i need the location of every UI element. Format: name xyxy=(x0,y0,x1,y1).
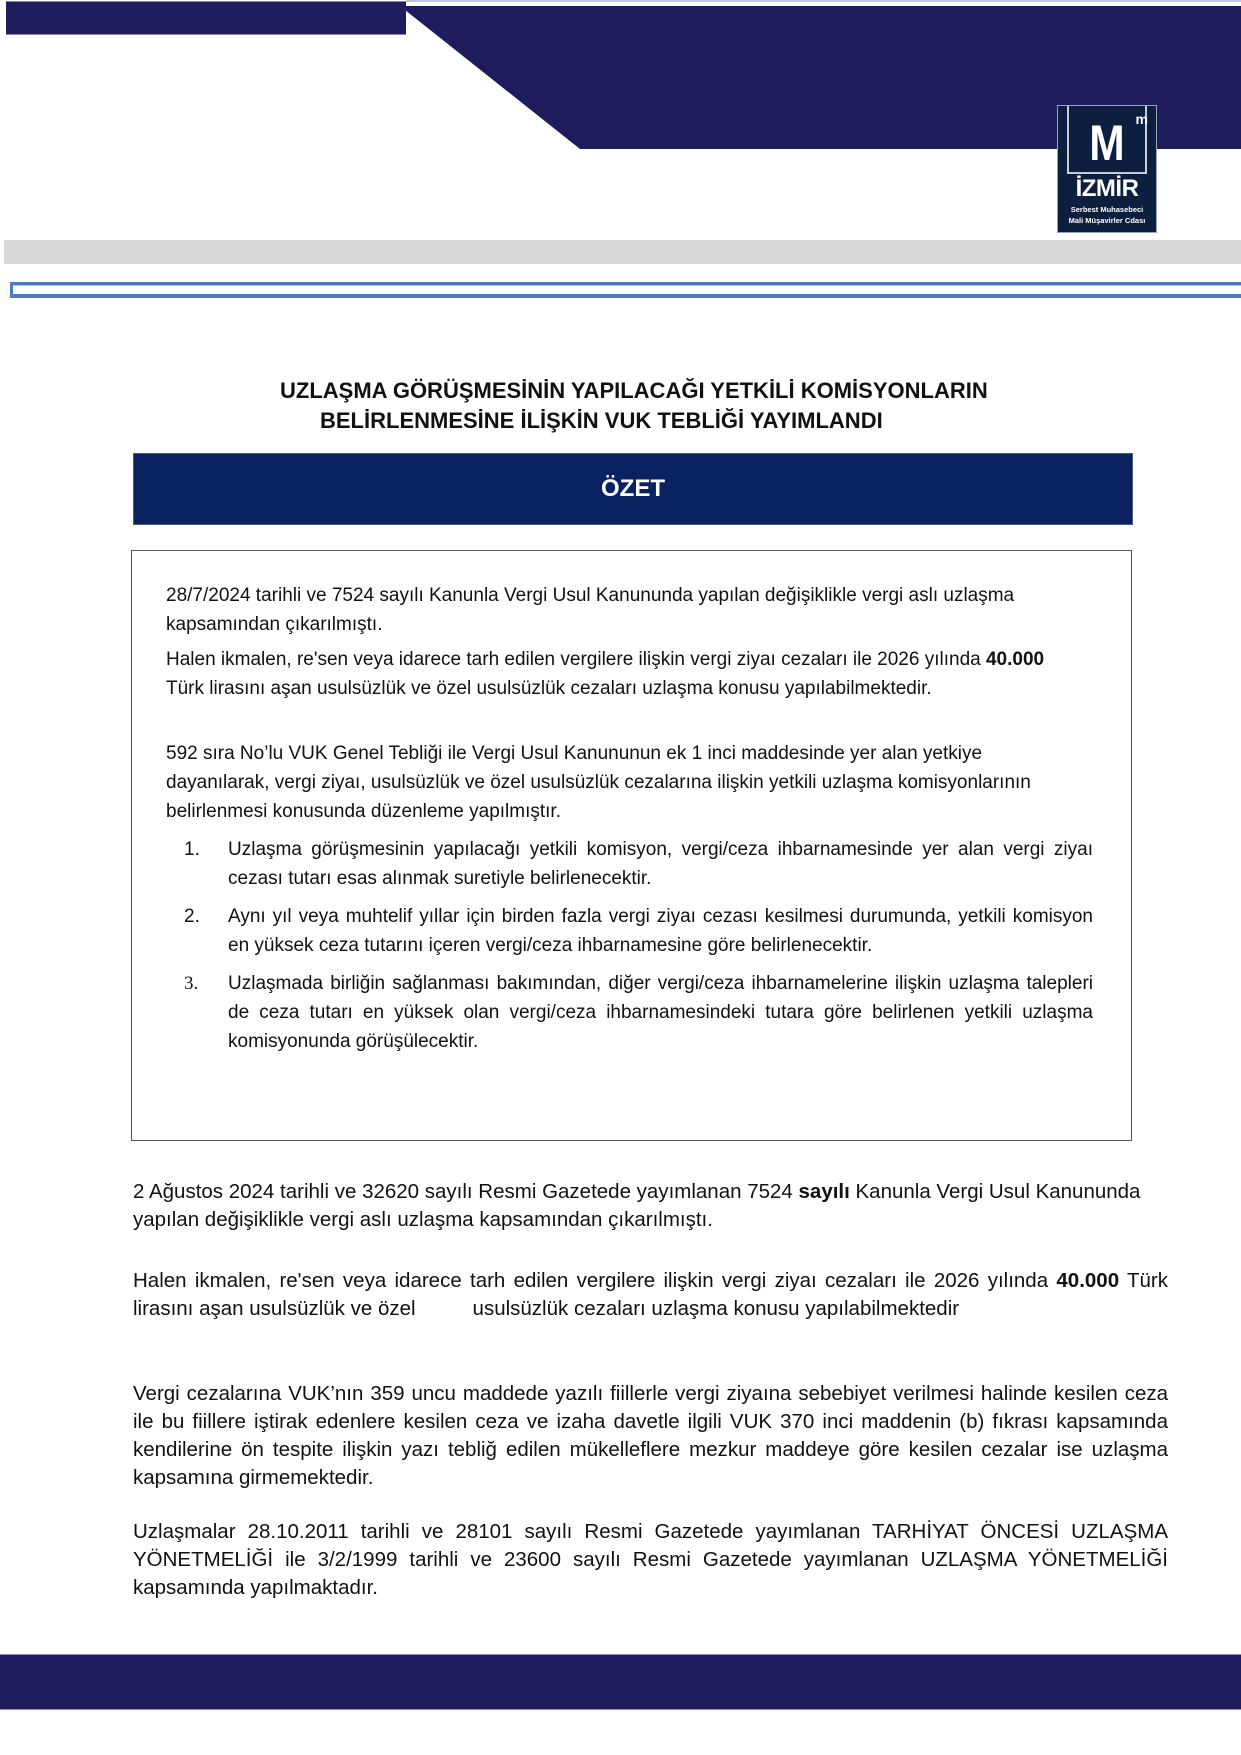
list-item: 3. Uzlaşmada birliğin sağlanması bakımından, diğer vergi/ceza ihbarnamelerine ilişkin uzlaşma talepleri de ceza tutarı en yüksek olan vergi/ceza ihbarnamesindeki tutara göre belirlenen yetkili uzlaşma komisyonunda görüşülecektir. xyxy=(184,969,1093,1056)
gray-divider-band xyxy=(4,240,1241,264)
body-paragraph-3: Vergi cezalarına VUK’nın 359 uncu maddede yazılı fiillerle vergi ziyaına sebebiyet verilmesi halinde kesilen ceza ile bu fiillere iştirak edenlere kesilen ceza ve izaha davetle ilgili VUK 370 inci maddenin (b) fıkrası kapsamında kendilerine ön tespite ilişkin yazı tebliğ edilen mükelleflere mezkur maddeye göre kesilen cezalar ise uzlaşma kapsamına girmemektedir. xyxy=(133,1382,1168,1489)
footer-band xyxy=(0,1654,1241,1710)
amount-highlight: 40.000 xyxy=(985,649,1045,670)
body-paragraph-4: Uzlaşmalar 28.10.2011 tarihli ve 28101 sayılı Resmi Gazetede yayımlanan TARHİYAT ÖNCESİ UZLAŞMA YÖNETMELİĞİ ile 3/2/1999 tarihli ve 23600 sayılı Resmi Gazetede yayımlanan UZLAŞMA YÖNETMELİĞİ kapsamında yapılmaktadır. xyxy=(133,1520,1168,1599)
logo-superscript: m xyxy=(1135,111,1148,127)
summary-box xyxy=(131,550,1132,1141)
document-title xyxy=(200,376,1080,436)
logo-letter: M xyxy=(1089,115,1125,171)
header-band-right xyxy=(0,0,1241,150)
list-number: 1. xyxy=(184,839,200,860)
izmir-smmmo-logo xyxy=(1057,105,1157,233)
body-paragraph-2: Halen ikmalen, re'sen veya idarece tarh edilen vergilere ilişkin vergi ziyaı cezaları ile 2026 yılında 40.000 Türk lirasını aşan usulsüzlük ve özel usulsüzlük cezaları uzlaşma konusu yapılabilmektedir xyxy=(133,1269,1174,1320)
summary-paragraph: 592 sıra No’lu VUK Genel Tebliği ile Vergi Usul Kanununun ek 1 inci maddesinde yer alan yetkiye dayanılarak, vergi ziyaı, usulsüzlük ve özel usulsüzlük cezalarına ilişkin yetkili uzlaşma komisyonlarının belirlenmesi konusunda düzenleme yapılmıştır. xyxy=(166,743,1031,822)
logo-subtitle-2: Mali Müşavirler Cdası xyxy=(1068,216,1146,225)
summary-heading-bar xyxy=(133,453,1133,525)
logo-subtitle-1: Serbest Muhasebeci xyxy=(1070,205,1144,214)
list-item: 1. Uzlaşma görüşmesinin yapılacağı yetkili komisyon, vergi/ceza ihbarnamesinde yer alan vergi ziyaı cezası tutarı esas alınmak suretiyle belirlenecektir. xyxy=(184,835,1093,893)
title-line-2: BELİRLENMESİNE İLİŞKİN VUK TEBLİĞİ YAYIMLANDI xyxy=(320,408,883,433)
title-line-1: UZLAŞMA GÖRÜŞMESİNİN YAPILACAĞI YETKİLİ KOMİSYONLARIN xyxy=(280,378,988,403)
summary-list xyxy=(184,835,1093,1056)
list-number: 3. xyxy=(184,973,199,994)
blue-double-rule xyxy=(10,282,1241,298)
logo-city: İZMİR xyxy=(1075,175,1139,202)
list-item: 2. Aynı yıl veya muhtelif yıllar için birden fazla vergi ziyaı cezası kesilmesi durumunda, yetkili komisyon en yüksek ceza tutarını içeren vergi/ceza ihbarnamesine göre belirlenecektir. xyxy=(184,902,1093,960)
summary-paragraph: Halen ikmalen, re'sen veya idarece tarh edilen vergilere ilişkin vergi ziyaı cezaları ile 2026 yılında 40.000 Türk lirasını aşan usulsüzlük ve özel usulsüzlük cezaları uzlaşma konusu yapılabilmektedir. xyxy=(166,649,1045,699)
summary-heading: ÖZET xyxy=(601,475,665,502)
summary-paragraph: 28/7/2024 tarihli ve 7524 sayılı Kanunla Vergi Usul Kanununda yapılan değişiklikle vergi aslı uzlaşma kapsamından çıkarılmıştı. xyxy=(166,585,1015,635)
body-paragraph-1: 2 Ağustos 2024 tarihli ve 32620 sayılı Resmi Gazetede yayımlanan 7524 sayılı Kanunla Vergi Usul Kanununda yapılan değişiklikle vergi aslı uzlaşma kapsamından çıkarılmıştı. xyxy=(133,1180,1141,1231)
list-number: 2. xyxy=(184,906,200,927)
